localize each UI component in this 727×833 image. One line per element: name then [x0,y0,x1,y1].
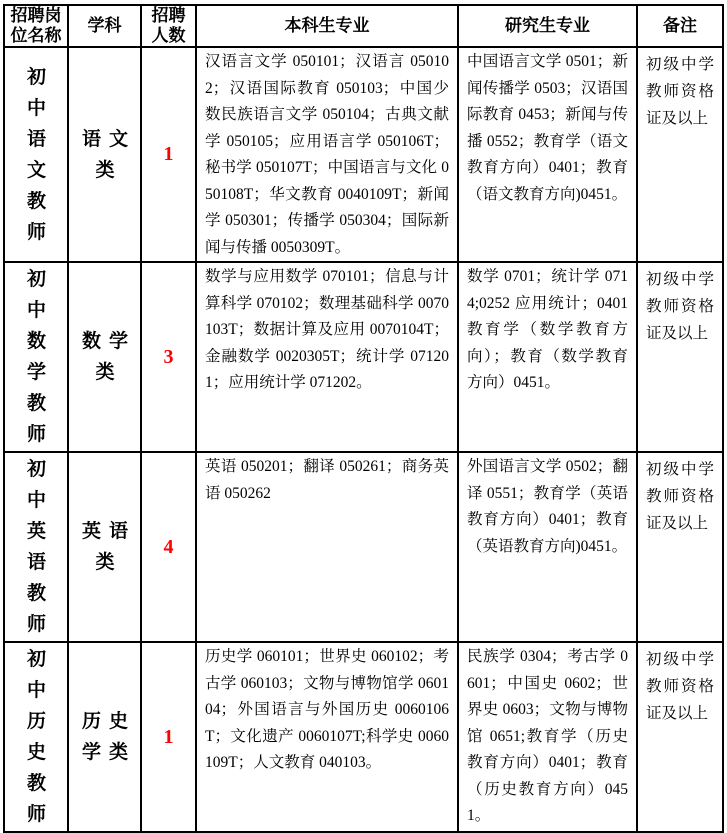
note-cell: 初级中学教师资格证及以上 [637,262,723,452]
grad-majors-cell: 外国语言文学 0502；翻译 0551；教育学（英语教育方向）0401；教育（英语教育方向)0451。 [458,452,637,642]
header-undergrad-majors: 本科生专业 [196,5,458,47]
grad-majors-cell: 数学 0701；统计学 0714;0252 应用统计；0401 教育学（数学教育方向）；教育（数学教育方向）0451。 [458,262,637,452]
count-cell: 1 [141,642,196,832]
table-row [4,642,723,832]
subject-cell: 英语类 [68,452,141,642]
undergrad-majors-cell: 数学与应用数学 070101；信息与计算科学 070102；数理基础科学 0070103T；数据计算及应用 0070104T；金融数学 0020305T；统计学 071201；应用统计学 071202。 [196,262,458,452]
header-subject: 学科 [68,5,141,47]
count-cell: 4 [141,452,196,642]
recruitment-table [3,4,724,833]
grad-majors-cell: 民族学 0304；考古学 0601；中国史 0602；世界史 0603；文物与博物馆 0651;教育学（历史教育方向）0401；教育（历史教育方向）0451。 [458,642,637,832]
grad-majors-cell: 中国语言文学 0501；新闻传播学 0503；汉语国际教育 0453；新闻与传播 0552；教育学（语文教育方向）0401；教育（语文教育方向)0451。 [458,47,637,262]
table-header-row [4,5,723,47]
undergrad-majors-cell: 历史学 060101；世界史 060102；考古学 060103；文物与博物馆学 060104；外国语言与外国历史 0060106T；文化遗产 0060107T;科学史 0060109T；人文教育 040103。 [196,642,458,832]
header-count: 招聘人数 [141,5,196,47]
position-cell: 初中语文教师 [4,47,68,262]
table-row [4,262,723,452]
note-cell: 初级中学教师资格证及以上 [637,452,723,642]
note-cell: 初级中学教师资格证及以上 [637,47,723,262]
header-grad-majors: 研究生专业 [458,5,637,47]
position-cell: 初中历史教师 [4,642,68,832]
table-row [4,452,723,642]
count-cell: 3 [141,262,196,452]
count-cell: 1 [141,47,196,262]
header-position: 招聘岗位名称 [4,5,68,47]
subject-cell: 语文类 [68,47,141,262]
position-cell: 初中数学教师 [4,262,68,452]
subject-cell: 数学类 [68,262,141,452]
header-note: 备注 [637,5,723,47]
position-cell: 初中英语教师 [4,452,68,642]
undergrad-majors-cell: 英语 050201；翻译 050261；商务英语 050262 [196,452,458,642]
undergrad-majors-cell: 汉语言文学 050101；汉语言 050102；汉语国际教育 050103；中国少数民族语言文学 050104；古典文献学 050105；应用语言学 050106T；秘书学 050107T；中国语言与文化 050108T；华文教育 0040109T；新闻学 050301；传播学 050304；国际新闻与传播 0050309T。 [196,47,458,262]
table-row [4,47,723,262]
note-cell: 初级中学教师资格证及以上 [637,642,723,832]
subject-cell: 历史学类 [68,642,141,832]
